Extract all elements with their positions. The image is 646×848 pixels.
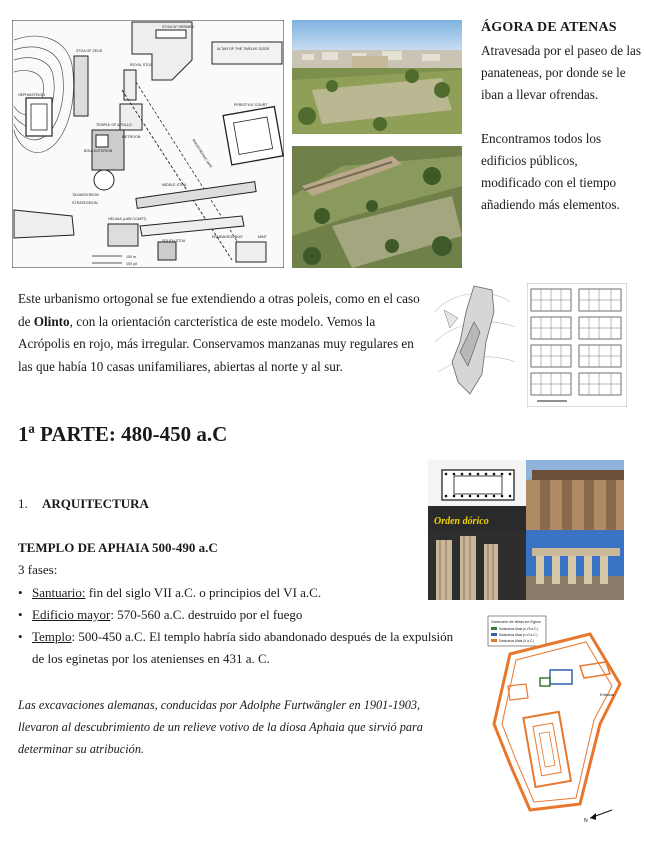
- north-label: N: [584, 818, 588, 824]
- agora-label-0: STOA OF HERMES: [162, 25, 194, 29]
- phase-term: Templo: [32, 629, 72, 644]
- phases-intro: 3 fases:: [18, 562, 58, 577]
- agora-plan-drawing: [12, 20, 284, 268]
- phase-term: Santuario:: [32, 585, 86, 600]
- agora-plan-figure: [12, 20, 284, 268]
- agora-label-6: BOULEUTERION: [84, 149, 113, 153]
- olinto-acropolis-map: [430, 282, 520, 400]
- temple-title: TEMPLO DE APHAIA 500-490 a.C: [18, 540, 218, 555]
- olinto-text-after: , con la orientación carcterística de este modelo. Vemos la Acrópolis en rojo, más irregular. Conservamos manzanas muy regulares en las que había 10 casas unifamiliares, abiertas al norte y al sur.: [18, 313, 414, 374]
- phase-text: : 570-560 a.C. destruido por el fuego: [110, 607, 303, 622]
- agora-label-11: MIDDLE STOA: [162, 183, 187, 187]
- phase-item: [18, 604, 458, 626]
- legend-item-1: Santuarios Afaia (s.VI a.C.): [499, 633, 538, 637]
- agora-label-9: STRATEGEION: [72, 201, 98, 205]
- agora-label-7: METROON: [122, 135, 141, 139]
- agora-label-3: STOA OF ZEUS: [76, 49, 103, 53]
- doric-order-caption: Orden dórico: [434, 516, 489, 527]
- section-number: 1.: [18, 496, 28, 511]
- phase-text: fin del siglo VII a.C. o principios del VI a.C.: [85, 585, 322, 600]
- agora-label-15: MINT: [258, 235, 267, 239]
- olinto-city: Olinto: [33, 313, 70, 329]
- bullet-icon: •: [18, 629, 23, 644]
- agora-label-17: 100 m: [126, 255, 136, 259]
- olinto-paragraph: [18, 288, 420, 378]
- phase-text: : 500-450 a.C. El templo habría sido abandonado después de la expulsión de los eginetas por los atenienses en 431 a. C.: [32, 629, 454, 666]
- agora-label-8: TAXIARCHEION: [72, 193, 99, 197]
- legend-item-2: Santuarios Afaia (V a.C.): [499, 639, 535, 643]
- agora-title: ÁGORA DE ATENAS: [481, 20, 617, 35]
- excavation-note: Las excavaciones alemanas, conducidas por Adolphe Furtwängler en 1901-1903, llevaron al descubrimiento de un relieve votivo de la diosa Aphaia que sirvió para determinar su atribución.: [18, 698, 423, 756]
- agora-label-12: SOUTH STOA: [162, 239, 186, 243]
- agora-description: [481, 40, 641, 238]
- phase-item: [18, 582, 458, 604]
- section-title: ARQUITECTURA: [42, 496, 149, 511]
- olinto-grid-plan: [527, 283, 627, 407]
- part-title: 1ª PARTE: 480-450 a.C: [18, 422, 228, 446]
- agora-paragraph-2: Encontramos todos los edificios públicos, modificado con el tiempo añadiendo más elementos.: [481, 131, 620, 212]
- legend-item-0: Santuarios Afaia (s.VII a.C.): [499, 627, 539, 631]
- bullet-icon: •: [18, 585, 23, 600]
- agora-label-2: HEPHAISTEION: [18, 93, 45, 97]
- agora-aerial-photo-1: [292, 20, 462, 134]
- agora-label-16: PANATHENAIC WAY: [191, 138, 213, 169]
- phase-list: [18, 582, 458, 670]
- agora-label-14: ENNEAKROUNOS: [212, 235, 243, 239]
- doric-order-collage: [428, 460, 624, 600]
- phase-term: Edificio mayor: [32, 607, 111, 622]
- sanctuary-plan: [480, 614, 628, 824]
- phase-item: [18, 626, 458, 670]
- sanctuary-title: Santuario de Afaia en Egina: [491, 619, 541, 624]
- agora-label-13: HELIAIA (LAW COURT): [108, 217, 147, 221]
- agora-label-18: 100 yd: [126, 262, 137, 266]
- olinto-text-before: Este urbanismo ortogonal se fue extendiendo a otras poleis, como en el caso de: [18, 291, 420, 329]
- agora-label-1: ALTAR OF THE TWELVE GODS: [217, 47, 270, 51]
- entrance-label: Entrada: [600, 692, 615, 697]
- agora-label-10: PERISTYLE COURT: [234, 103, 268, 107]
- agora-label-4: ROYAL STOA: [130, 63, 153, 67]
- bullet-icon: •: [18, 607, 23, 622]
- agora-label-5: TEMPLE OF APOLLO: [96, 123, 132, 127]
- agora-aerial-photo-2: [292, 146, 462, 268]
- agora-paragraph-1: Atravesada por el paseo de las panateneas, por donde se le iban a llevar ofrendas.: [481, 43, 642, 102]
